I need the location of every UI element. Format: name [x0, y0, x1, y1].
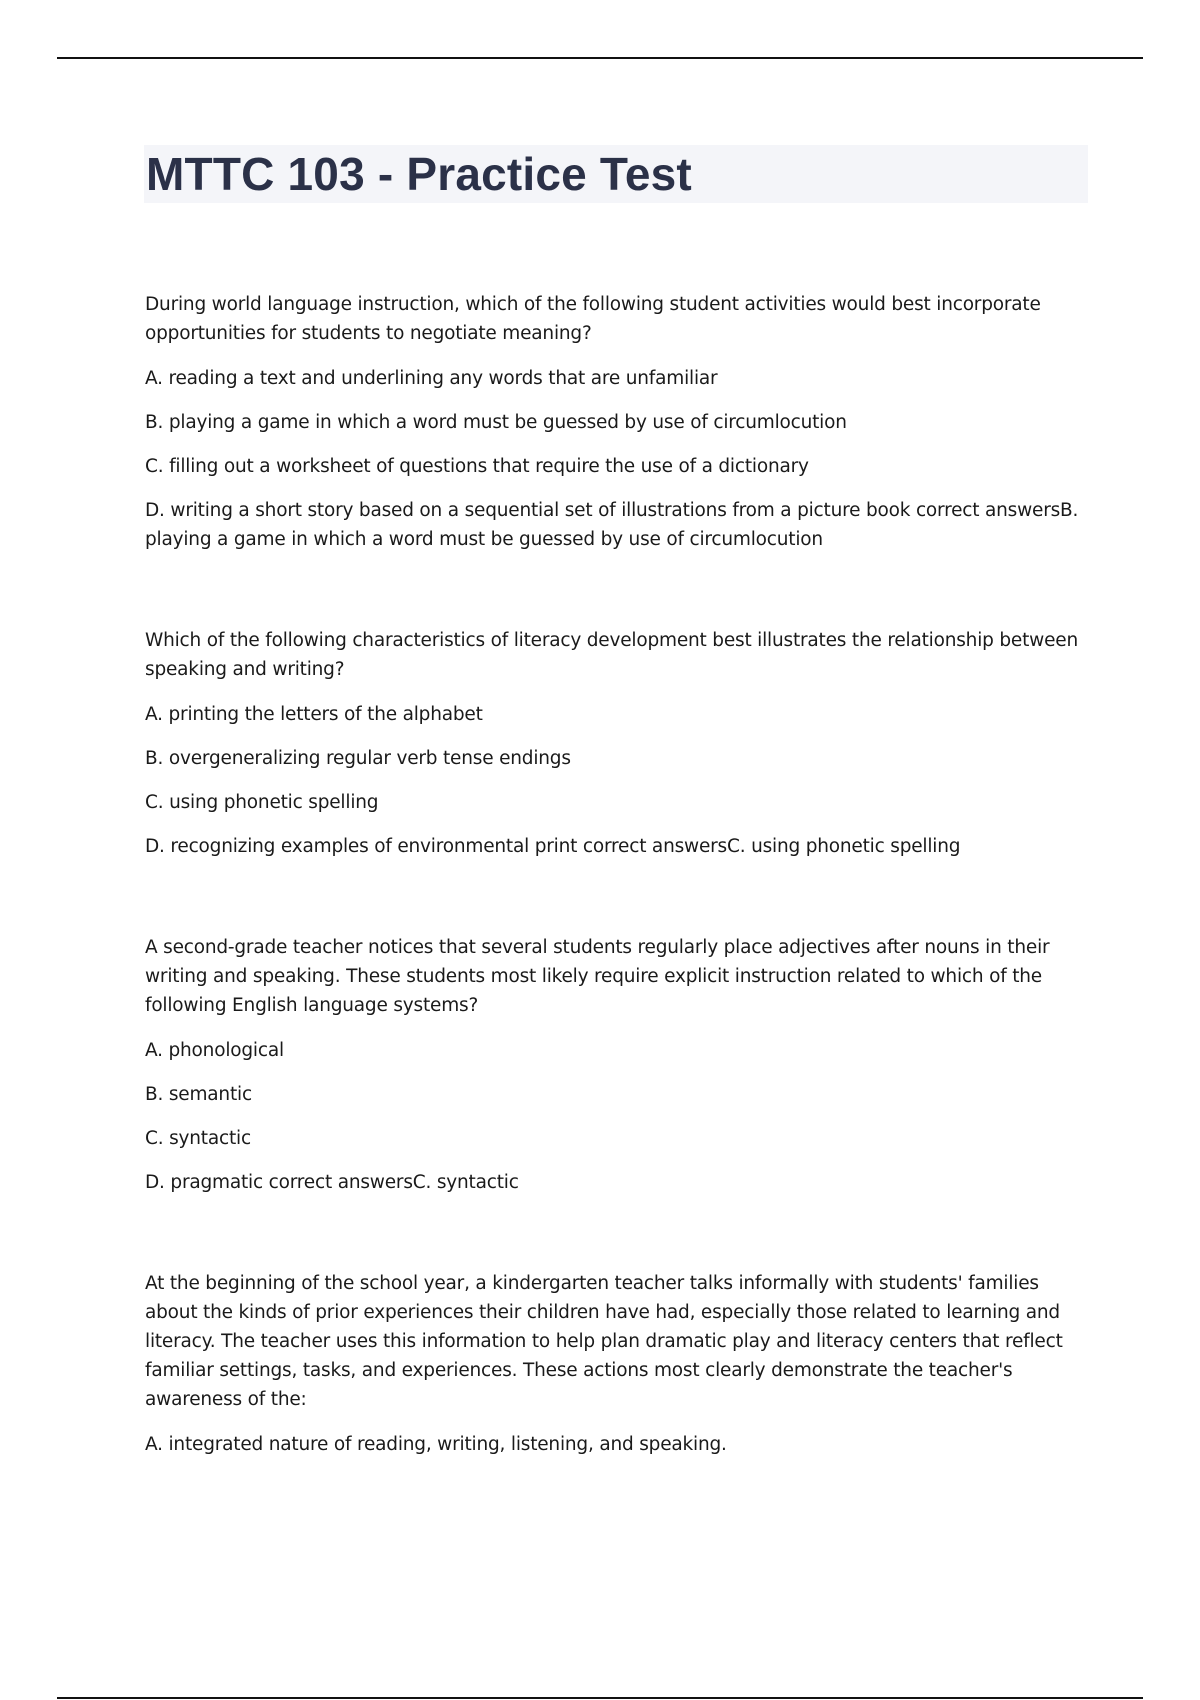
answer-option-c: C. using phonetic spelling: [145, 792, 379, 813]
answer-option-b: B. playing a game in which a word must be guessed by use of circumlocution: [145, 412, 847, 433]
page-title: MTTC 103 - Practice Test: [146, 148, 692, 200]
answer-option-d: D. recognizing examples of environmental print correct answersC. using phonetic spelling: [145, 836, 961, 857]
answer-option-d: D. pragmatic correct answersC. syntactic: [145, 1172, 519, 1193]
answer-option-c: C. syntactic: [145, 1128, 251, 1149]
question-text: A second-grade teacher notices that several students regularly place adjectives after nouns in their writing and speaking. These students most likely require explicit instruction related to which of the following English language systems?: [145, 937, 1050, 1016]
question-text: Which of the following characteristics of literacy development best illustrates the relationship between speaking and writing?: [145, 630, 1078, 680]
answer-option-b: B. semantic: [145, 1084, 252, 1105]
question-4: [145, 1269, 1090, 1459]
question-text: During world language instruction, which of the following student activities would best incorporate opportunities for students to negotiate meaning?: [145, 294, 1041, 344]
question-1: [145, 290, 1090, 554]
header-rule: [57, 57, 1143, 59]
question-list: [145, 290, 1090, 1531]
answer-option-b: B. overgeneralizing regular verb tense endings: [145, 748, 571, 769]
answer-option-a: A. printing the letters of the alphabet: [145, 704, 483, 725]
footer-rule: [57, 1697, 1143, 1699]
answer-option-c: C. filling out a worksheet of questions that require the use of a dictionary: [145, 456, 809, 477]
answer-option-d: D. writing a short story based on a sequential set of illustrations from a picture book correct answersB. playing a game in which a word must be guessed by use of circumlocution: [145, 500, 1079, 550]
question-3: [145, 933, 1090, 1197]
answer-option-a: A. phonological: [145, 1040, 284, 1061]
question-text: At the beginning of the school year, a kindergarten teacher talks informally with students' families about the kinds of prior experiences their children have had, especially those related to learning and literacy. The teacher uses this information to help plan dramatic play and literacy centers that reflect familiar settings, tasks, and experiences. These actions most clearly demonstrate the teacher's awareness of the:: [145, 1273, 1063, 1410]
answer-option-a: A. reading a text and underlining any words that are unfamiliar: [145, 368, 718, 389]
answer-option-a: A. integrated nature of reading, writing, listening, and speaking.: [145, 1434, 727, 1455]
question-2: [145, 626, 1090, 861]
